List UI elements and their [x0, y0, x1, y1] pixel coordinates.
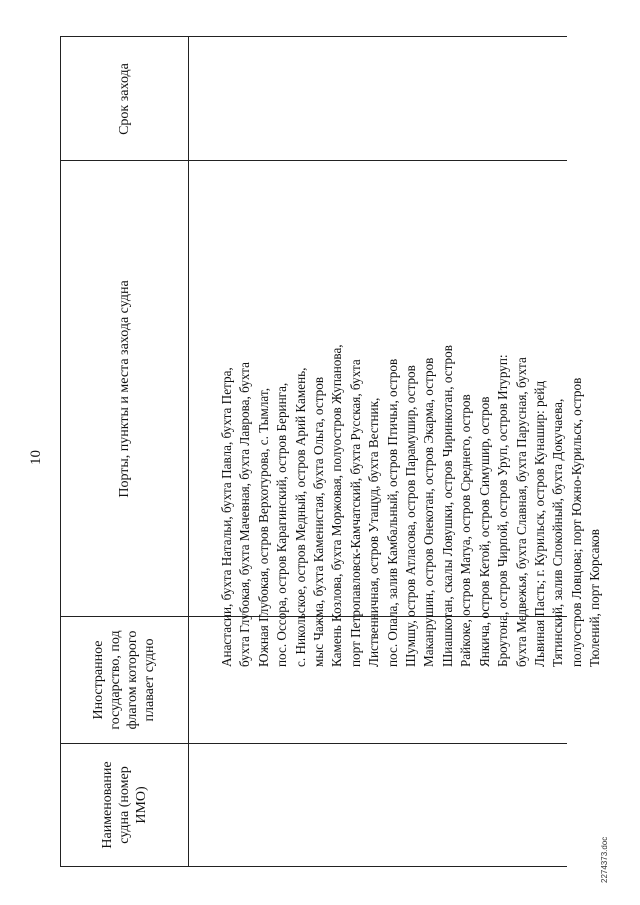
ports-line: Камень Козлова, бухта Моржовая, полуостров Жупанова, [329, 344, 345, 667]
ports-line: Львиная Пасть; г. Курильск, остров Кунашир: рейд [531, 380, 547, 667]
ports-line: порт Петропавловск-Камчатский, бухта Русская, бухта [347, 359, 363, 667]
ports-line: Маканрушин, остров Онекотан, остров Экарма, остров [421, 357, 437, 667]
ports-line: Лиственничная, остров Утащуд, бухта Вестник, [366, 397, 382, 667]
ports-line: Янкича, остров Кетой, остров Симушир, остров [476, 396, 492, 667]
header-flag-state: Иностранное государство, под флагом которого плавает судно [91, 630, 157, 730]
ports-line: мыс Чажма, бухта Каменистая, бухта Ольга, остров [311, 376, 327, 667]
ports-line: Южная Глубокая, остров Верхотурова, с. Тымлат, [255, 387, 271, 667]
ports-line: Шиашкотан, скалы Ловушки, остров Чиринкотан, остров [439, 345, 455, 667]
ports-line: полуостров Ловцова; порт Южно-Курильск, остров [568, 377, 584, 667]
ports-line: Тюлений, порт Корсаков [587, 528, 603, 667]
ports-line: пос. Оссора, остров Карагинский, остров Беринга, [274, 382, 290, 667]
ports-line: Тятинский, залив Спокойный, бухта Докучаева, [550, 398, 566, 667]
ports-line: бухта Медвежья, бухта Славная, бухта Парусная, бухта [513, 357, 529, 667]
ports-table [60, 36, 603, 867]
table-left-border [60, 866, 567, 867]
document-id: 2274373.doc [600, 836, 609, 883]
ports-line: Броутона, остров Чирпой, остров Уруп, остров Итуруп: [495, 354, 511, 667]
header-ports: Порты, пункты и места захода судна [116, 280, 132, 498]
header-vessel-name: Наименование судна (номер ИМО) [99, 761, 149, 849]
table-right-border [60, 36, 567, 37]
ports-line: Анастасии, бухта Натальи, бухта Павла, бухта Петра, [219, 367, 234, 667]
ports-list [218, 197, 605, 667]
ports-line: Шумшу, остров Атласова, остров Парамушир, остров [403, 365, 419, 667]
page-number: 10 [28, 450, 44, 465]
ports-line: с. Никольское, остров Медный, остров Арий Камень, [292, 367, 308, 667]
header-period: Срок захода [116, 63, 132, 135]
column-divider-3 [60, 160, 567, 161]
ports-line: бухта Глубокая, бухта Мачевная, бухта Лаврова, бухта [237, 362, 253, 667]
ports-line: Райкоке, остров Матуа, остров Среднего, остров [458, 394, 474, 667]
column-divider-1 [60, 743, 567, 744]
ports-line: пос. Опала, залив Камбальный, остров Птичьи, остров [384, 358, 400, 667]
